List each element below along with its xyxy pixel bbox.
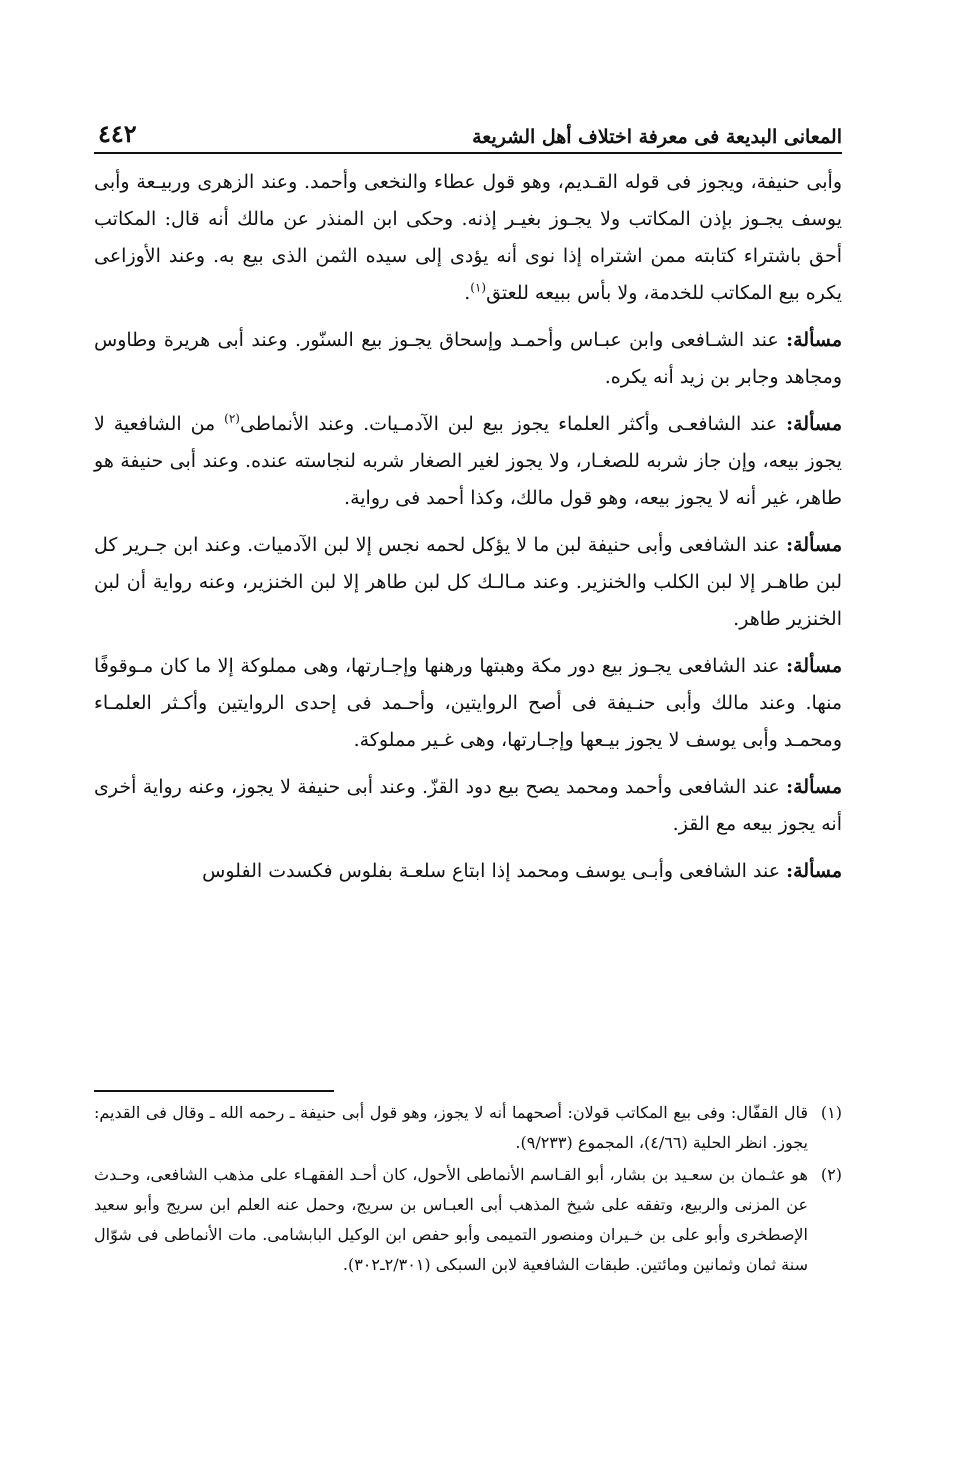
issue-label: مسألة: [786, 860, 842, 882]
paragraph: مسألة: عند الشافعى وأبـى يوسف ومحمد إذا ابتاع سلعـة بفلوس فكسدت الفلوس [202, 860, 842, 882]
footnotes [94, 1098, 842, 1282]
page-number: ٤٤٢ [98, 119, 137, 148]
footnote [94, 1160, 842, 1280]
footnote-ref: (١) [470, 280, 487, 295]
footnote-text: قال القفّال: وفى بيع المكاتب قولان: أصحهما أنه لا يجوز، وهو قول أبى حنيفة ـ رحمه الله ـ وقال فى القديم: يجوز. انظر الحلية (٤/٦٦)، المجموع (٩/٢٣٣). [94, 1103, 808, 1152]
footnote-marker: (٢) [820, 1165, 842, 1184]
issue-label: مسألة: [786, 776, 842, 798]
paragraph: مسألة: عند الشـافعى وابن عبـاس وأحمـد وإسحاق يجـوز بيع السنّور. وعند أبى هريرة وطاوس ومجاهد وجابر بن زيد أنه يكره. [94, 329, 842, 388]
footnote-ref: (٢) [224, 411, 240, 426]
paragraph: مسألة: عند الشافعى وأحمد ومحمد يصح بيع دود القزّ. وعند أبى حنيفة لا يجوز، وعنه رواية أخرى أنه يجوز بيعه مع القز. [94, 776, 842, 835]
paragraph: وأبى حنيفة، ويجوز فى قوله القـديم، وهو قول عطاء والنخعى وأحمد. وعند الزهرى وربيـعة وأبى يوسف يجـوز بإذن المكاتب ولا يجـوز بغيـر إذنه. وحكى ابن المنذر عن مالك أنه قال: المكاتب أحق باشتراء كتابته ممن اشتراه إذا نوى أنه يؤدى إلى سيده الثمن الذى بيع به. وعند الأوزاعى يكره بيع المكاتب للخدمة، ولا بأس ببيعه للعتق$^{(١)}$. [94, 171, 842, 304]
paragraph: مسألة: عند الشافعـى وأكثر العلماء يجوز بيع لبن الآدمـيات. وعند الأنماطى$^{(٢)}$ من الشافعية لا يجوز بيعه، وإن جاز شربه للصغـار، ولا يجوز لغير الصغار شربه لنجاسته عنده. وعند أبى حنيفة هو طاهر، غير أنه لا يجوز بيعه، وهو قول مالك، وكذا أحمد فى رواية. [94, 411, 842, 509]
issue-label: مسألة: [786, 655, 842, 677]
book-page [94, 112, 842, 900]
paragraph: مسألة: عند الشافعى وأبى حنيفة لبن ما لا يؤكل لحمه نجس إلا لبن الآدميات. وعند ابن جـرير كل لبن طاهـر إلا لبن الكلب والخنزير. وعند مـالـك كل لبن طاهر إلا لبن الخنزير، وعنه رواية أن لبن الخنزير طاهر. [94, 534, 842, 630]
running-title: المعانى البديعة فى معرفة اختلاف أهل الشريعة [472, 126, 842, 148]
issue-label: مسألة: [786, 534, 842, 556]
main-text [94, 164, 842, 890]
footnote-text: هو عثـمان بن سعـيد بن بشار، أبو القـاسم الأنماطى الأحول، كان أحـد الفقهـاء على مذهب الشافعى، وحـدث عن المزنى والربيع، وتفقه على شيخ المذهب أبى العبـاس بن سريج، وحمل عنه العلم ابن سريج وأبو سعيد الإصطخرى وأبو على بن خـيران ومنصور التميمى وأبو حفص ابن الوكيل البابشامى. مات الأنماطى فى شوّال سنة ثمان وثمانين ومائتين. طبقات الشافعية لابن السبكى (٢/٣٠١ـ٣٠٢). [94, 1165, 809, 1274]
footnote [94, 1098, 842, 1158]
footnote-marker: (١) [820, 1103, 842, 1122]
footnote-separator [94, 1090, 334, 1092]
issue-label: مسألة: [786, 413, 842, 435]
page-header [94, 112, 842, 154]
paragraph: مسألة: عند الشافعى يجـوز بيع دور مكة وهبتها ورهنها وإجـارتها، وهى مملوكة إلا ما كان مـوقوفًا منها. وعند مالك وأبى حنـيفة فى أصح الروايتين، وأحـمد فى إحدى الروايتين وأكـثر العلمـاء ومحمـد وأبى يوسف لا يجوز بيـعها وإجـارتها، وهى غـير مملوكة. [94, 655, 842, 751]
issue-label: مسألة: [786, 329, 842, 351]
